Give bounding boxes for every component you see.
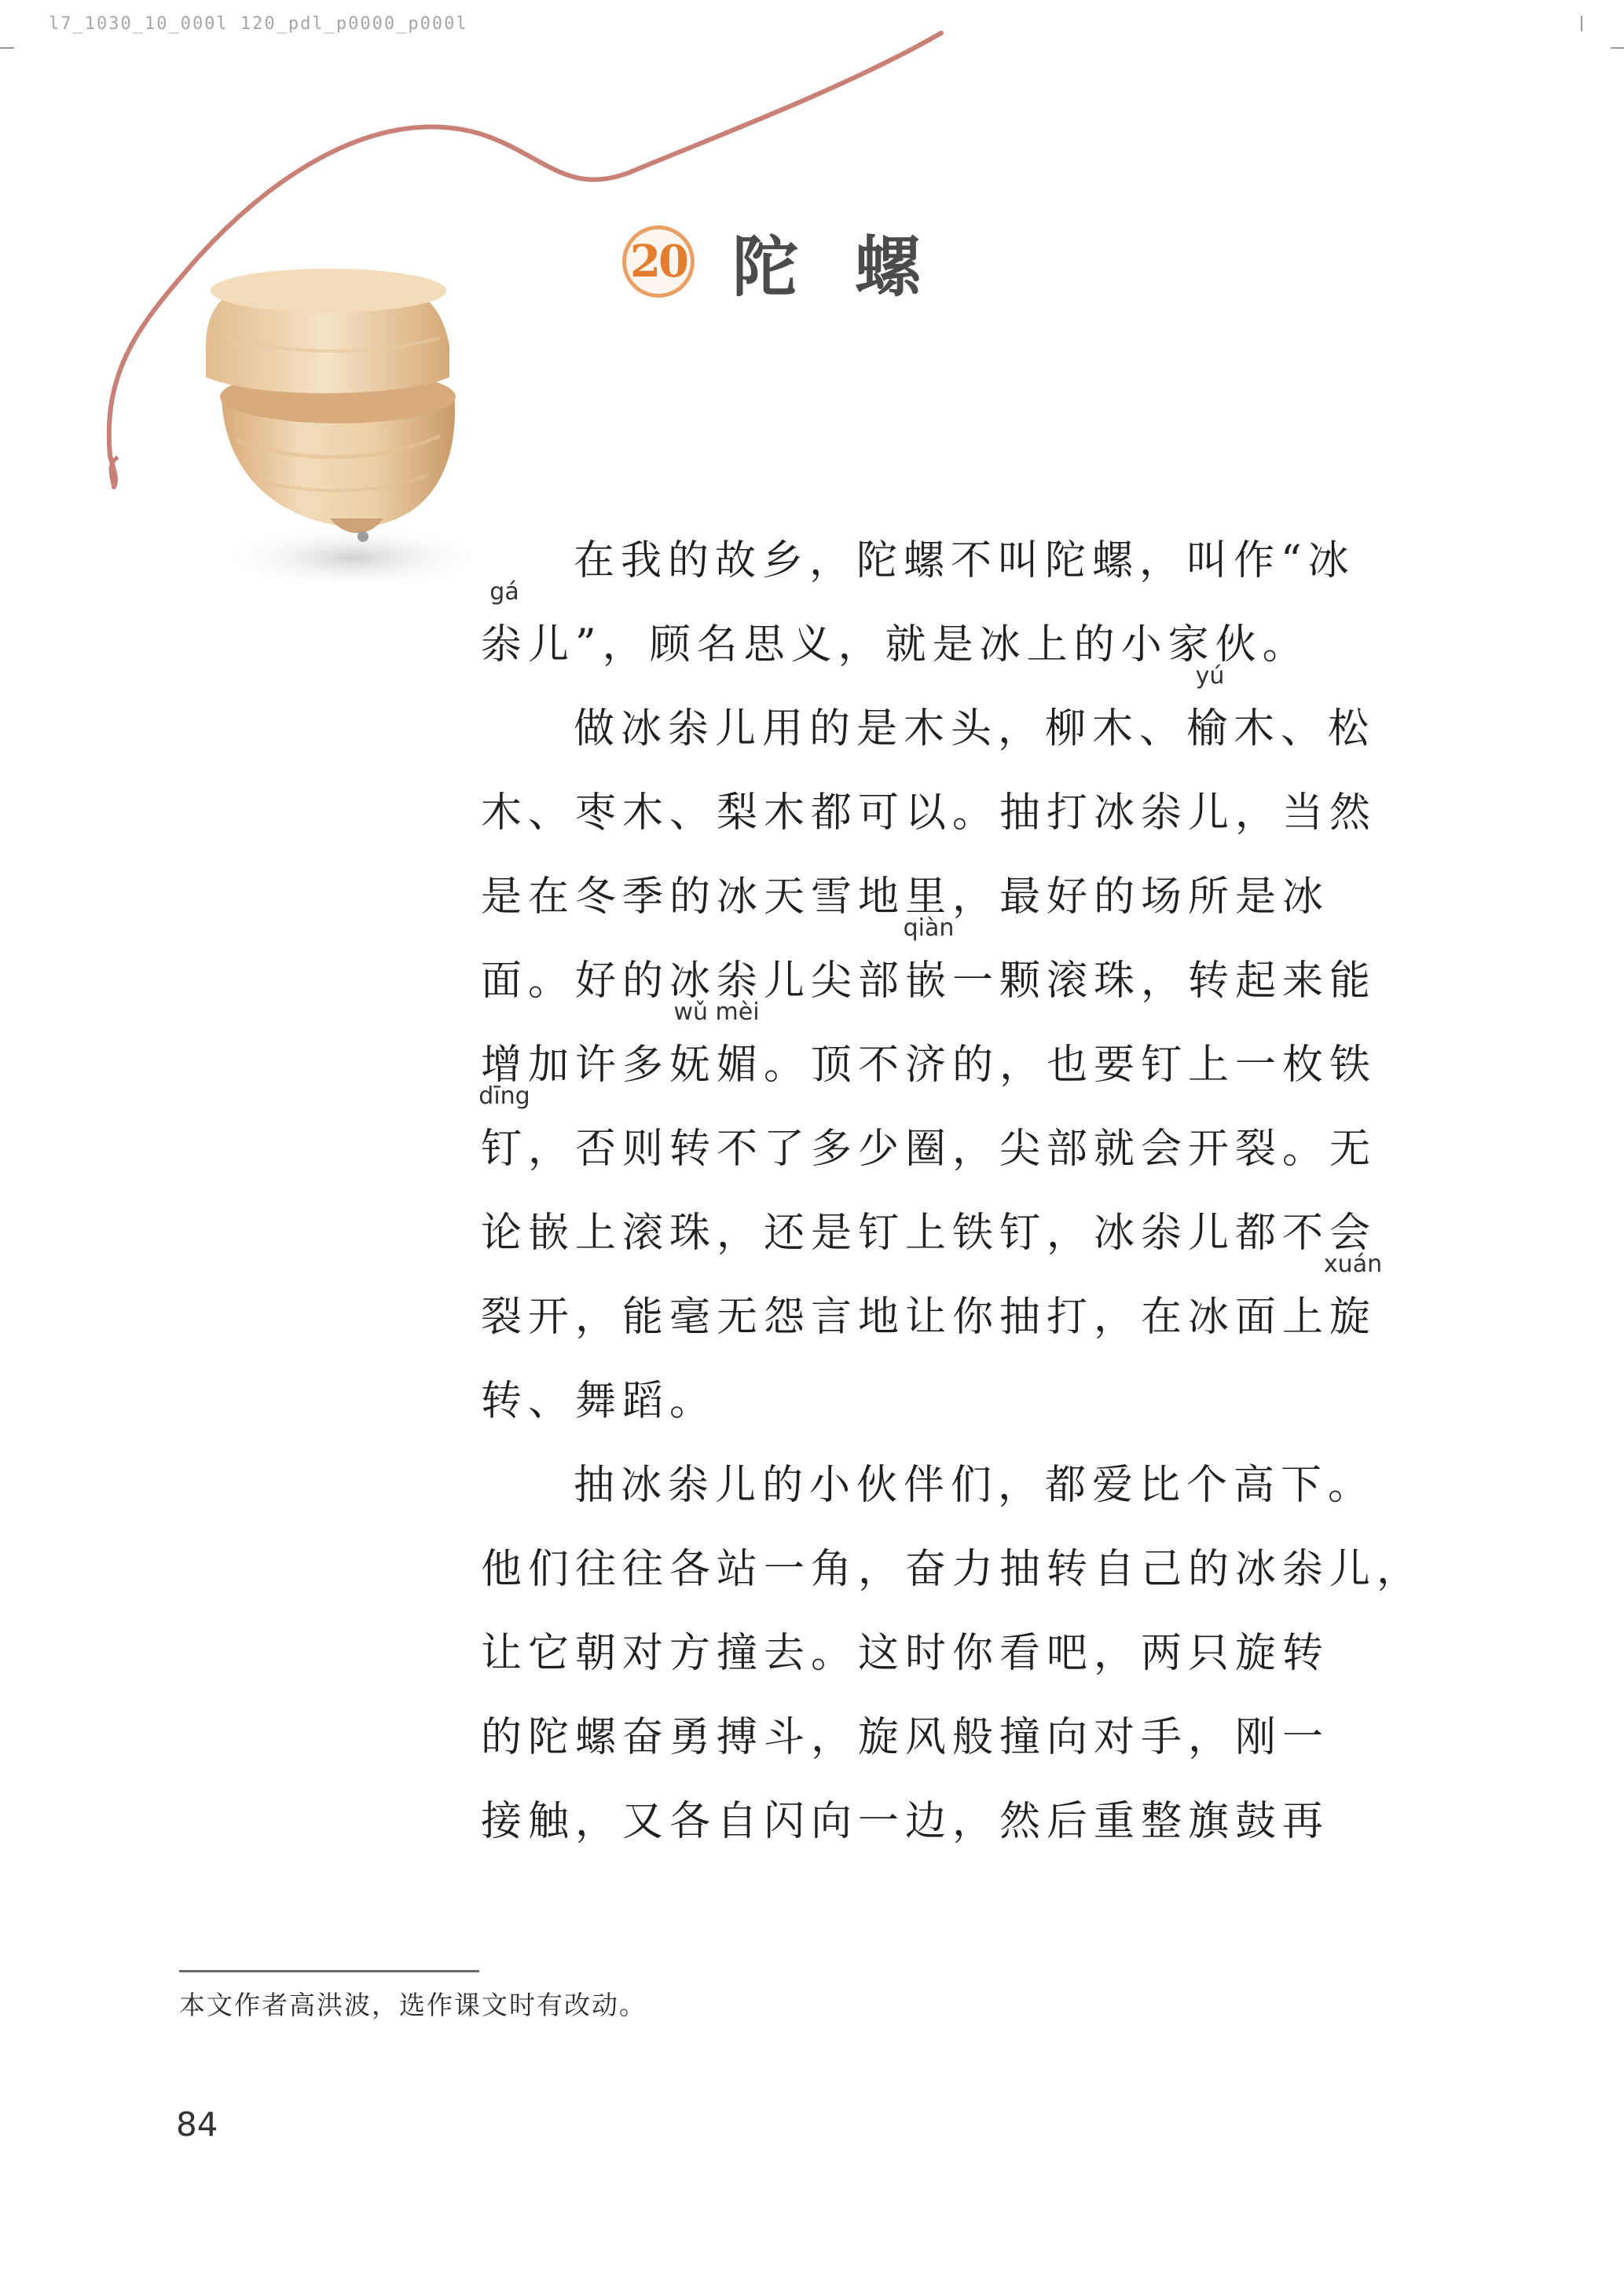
- lesson-title: 陀螺: [732, 227, 978, 306]
- text-segment: 木、枣木、梨木都可以。抽打冰尜儿，当然: [481, 789, 1377, 837]
- annotated-word-text: 钉: [481, 1126, 529, 1173]
- pinyin-annotation: yú: [1195, 662, 1225, 690]
- annotated-word-text: 旋: [1329, 1294, 1377, 1341]
- text-segment: 他们往往各站一角，奋力抽转自己的冰尜儿，: [481, 1546, 1424, 1593]
- text-segment: 接触，又各自闪向一边，然后重整旗鼓再: [481, 1798, 1330, 1845]
- text-segment: 一颗滚珠，转起来能: [952, 958, 1377, 1005]
- text-line: [481, 1531, 1424, 1615]
- text-line: [481, 1615, 1400, 1699]
- annotated-word-text: 嵌: [905, 958, 953, 1005]
- annotated-word: [669, 998, 764, 1090]
- pinyin-annotation: dīng: [478, 1082, 530, 1110]
- text-segment: 论嵌上滚珠，还是钉上铁钉，冰尜儿都不会: [481, 1210, 1377, 1257]
- annotated-word-text: 尜: [481, 621, 529, 668]
- text-line: [481, 774, 1400, 859]
- text-line: [481, 1363, 1400, 1447]
- lesson-title-block: [622, 218, 977, 305]
- text-line: [481, 998, 1400, 1111]
- text-segment: 的陀螺奋勇搏斗，旋风般撞向对手，刚一: [481, 1714, 1330, 1761]
- footnote-rule: [179, 1970, 479, 1972]
- text-segment: 儿”，顾名思义，就是冰上的小家伙。: [528, 621, 1310, 668]
- text-segment: 做冰尜儿用的是木头，柳木、: [574, 705, 1187, 753]
- article-body: [478, 522, 1424, 1867]
- text-segment: 。顶不济的，也要钉上一枚铁: [764, 1042, 1377, 1089]
- text-line: [481, 578, 1400, 690]
- annotated-word: [481, 578, 529, 670]
- text-segment: 让它朝对方撞去。这时你看吧，两只旋转: [481, 1630, 1330, 1677]
- annotated-word-text: 榆: [1186, 705, 1234, 753]
- pinyin-annotation: xuán: [1323, 1251, 1383, 1278]
- text-line: [481, 1447, 1400, 1531]
- lesson-number-badge: 20: [622, 225, 695, 298]
- pinyin-annotation: gá: [489, 578, 519, 606]
- text-segment: 木、松: [1234, 705, 1376, 753]
- text-segment: ，否则转不了多少圈，尖部就会开裂。无: [528, 1126, 1377, 1173]
- text-line: [478, 1082, 1400, 1195]
- page-number: 84: [176, 2105, 218, 2144]
- paragraph: [481, 522, 1400, 690]
- text-segment: 在我的故乡，陀螺不叫陀螺，叫作“冰: [574, 537, 1355, 584]
- annotated-word: [478, 1082, 530, 1174]
- text-line: [481, 522, 1400, 606]
- pinyin-annotation: wǔ mèi: [673, 998, 760, 1026]
- text-line: [481, 1783, 1400, 1867]
- paragraph: [478, 662, 1400, 1447]
- scan-header-text: l7_1030_10_000l 120_pdl_p0000_p000l: [49, 14, 468, 34]
- text-line: [481, 1699, 1400, 1783]
- text-segment: 裂开，能毫无怨言地让你抽打，在冰面上: [481, 1294, 1330, 1341]
- annotated-word: [1323, 1251, 1383, 1342]
- text-segment: 面。好的冰尜儿尖部: [481, 958, 906, 1005]
- text-segment: 抽冰尜儿的小伙伴们，都爱比个高下。: [574, 1462, 1376, 1509]
- text-line: [481, 1251, 1400, 1363]
- annotated-word: [1186, 662, 1234, 754]
- footnote: 本文作者高洪波，选作课文时有改动。: [179, 1990, 647, 2020]
- text-line: [481, 1195, 1400, 1279]
- pinyin-annotation: qiàn: [903, 914, 955, 942]
- text-segment: 是在冬季的冰天雪地里，最好的场所是冰: [481, 873, 1330, 921]
- text-segment: 增加许多: [481, 1042, 670, 1089]
- text-line: [481, 662, 1400, 774]
- text-segment: 转、舞蹈。: [481, 1378, 717, 1425]
- paragraph: [481, 1447, 1424, 1867]
- annotated-word: [903, 914, 955, 1006]
- annotated-word-text: 妩媚: [669, 1042, 764, 1089]
- text-line: [481, 914, 1400, 1027]
